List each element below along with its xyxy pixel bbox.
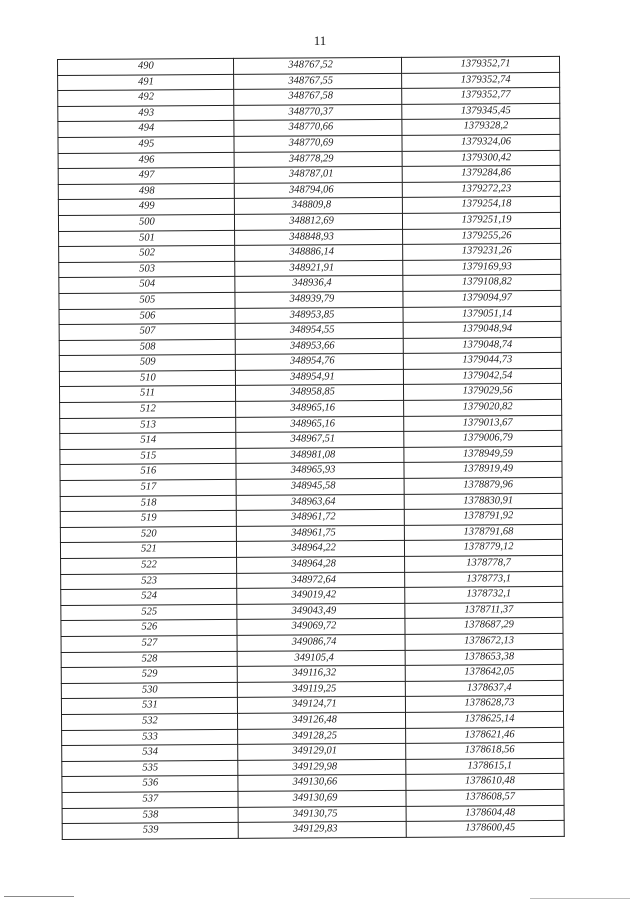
point-number-cell: 523: [61, 573, 237, 590]
y-coordinate-cell: 1378791,68: [404, 524, 562, 541]
point-number-cell: 510: [59, 370, 235, 387]
y-coordinate-cell: 1379324,06: [402, 134, 560, 151]
point-number-cell: 505: [59, 292, 235, 309]
point-number-cell: 509: [59, 355, 235, 372]
x-coordinate-cell: 349043,49: [237, 603, 405, 620]
point-number-cell: 521: [60, 542, 236, 559]
page-number: 11: [313, 33, 327, 48]
point-number-cell: 518: [60, 495, 236, 512]
x-coordinate-cell: 348972,64: [237, 572, 405, 589]
x-coordinate-cell: 349019,42: [237, 588, 405, 605]
x-coordinate-cell: 348958,85: [236, 385, 404, 402]
y-coordinate-cell: 1379352,71: [401, 56, 559, 73]
x-coordinate-cell: 348767,52: [233, 57, 401, 74]
point-number-cell: 516: [60, 464, 236, 481]
point-number-cell: 494: [58, 121, 234, 138]
footer-rule: [4, 896, 74, 897]
y-coordinate-cell: 1378711,37: [405, 602, 563, 619]
x-coordinate-cell: 348767,55: [234, 73, 402, 90]
x-coordinate-cell: 349126,48: [238, 712, 406, 729]
y-coordinate-cell: 1378628,73: [405, 696, 563, 713]
x-coordinate-cell: 348921,91: [235, 260, 403, 277]
x-coordinate-cell: 348963,64: [236, 494, 404, 511]
point-number-cell: 507: [59, 324, 235, 341]
point-number-cell: 519: [60, 511, 236, 528]
y-coordinate-cell: 1379169,93: [403, 259, 561, 276]
y-coordinate-cell: 1379044,73: [403, 353, 561, 370]
x-coordinate-cell: 348778,29: [234, 151, 402, 168]
y-coordinate-cell: 1378615,1: [406, 758, 564, 775]
x-coordinate-cell: 348953,66: [235, 338, 403, 355]
point-number-cell: 525: [61, 604, 237, 621]
coordinates-table-body: [58, 56, 565, 839]
point-number-cell: 522: [61, 557, 237, 574]
y-coordinate-cell: 1379300,42: [402, 150, 560, 167]
point-number-cell: 503: [59, 261, 235, 278]
x-coordinate-cell: 348965,16: [236, 400, 404, 417]
point-number-cell: 524: [61, 589, 237, 606]
point-number-cell: 513: [60, 417, 236, 434]
point-number-cell: 506: [59, 308, 235, 325]
y-coordinate-cell: 1379272,23: [402, 181, 560, 198]
x-coordinate-cell: 349130,75: [238, 806, 406, 823]
x-coordinate-cell: 348965,16: [236, 416, 404, 433]
point-number-cell: 490: [58, 58, 234, 75]
y-coordinate-cell: 1378610,48: [406, 774, 564, 791]
x-coordinate-cell: 348964,28: [237, 556, 405, 573]
x-coordinate-cell: 348794,06: [234, 182, 402, 199]
y-coordinate-cell: 1378618,56: [406, 743, 564, 760]
point-number-cell: 533: [62, 729, 238, 746]
table-row: [62, 821, 564, 840]
x-coordinate-cell: 348767,58: [234, 89, 402, 106]
point-number-cell: 500: [58, 214, 234, 231]
point-number-cell: 535: [62, 760, 238, 777]
point-number-cell: 499: [58, 199, 234, 216]
y-coordinate-cell: 1378653,38: [405, 649, 563, 666]
point-number-cell: 491: [58, 74, 234, 91]
point-number-cell: 520: [60, 526, 236, 543]
x-coordinate-cell: 348809,8: [234, 198, 402, 215]
y-coordinate-cell: 1378879,96: [404, 477, 562, 494]
point-number-cell: 530: [61, 682, 237, 699]
x-coordinate-cell: 348770,66: [234, 120, 402, 137]
y-coordinate-cell: 1378773,1: [405, 571, 563, 588]
point-number-cell: 517: [60, 479, 236, 496]
x-coordinate-cell: 348812,69: [234, 213, 402, 230]
y-coordinate-cell: 1379020,82: [404, 399, 562, 416]
y-coordinate-cell: 1379352,74: [402, 72, 560, 89]
y-coordinate-cell: 1379231,26: [403, 244, 561, 261]
x-coordinate-cell: 348965,93: [236, 463, 404, 480]
y-coordinate-cell: 1378778,7: [405, 555, 563, 572]
point-number-cell: 534: [62, 745, 238, 762]
point-number-cell: 538: [62, 807, 238, 824]
point-number-cell: 498: [58, 183, 234, 200]
footer-rule-right: [530, 898, 630, 899]
point-number-cell: 515: [60, 448, 236, 465]
x-coordinate-cell: 349086,74: [237, 634, 405, 651]
y-coordinate-cell: 1378600,45: [406, 821, 564, 838]
x-coordinate-cell: 348945,58: [236, 478, 404, 495]
y-coordinate-cell: 1378687,29: [405, 618, 563, 635]
point-number-cell: 496: [58, 152, 234, 169]
x-coordinate-cell: 348961,75: [236, 525, 404, 542]
y-coordinate-cell: 1378919,49: [404, 462, 562, 479]
point-number-cell: 532: [62, 713, 238, 730]
point-number-cell: 531: [61, 698, 237, 715]
y-coordinate-cell: 1379013,67: [404, 415, 562, 432]
point-number-cell: 536: [62, 776, 238, 793]
y-coordinate-cell: 1379094,97: [403, 290, 561, 307]
y-coordinate-cell: 1378949,59: [404, 446, 562, 463]
x-coordinate-cell: 348953,85: [235, 307, 403, 324]
x-coordinate-cell: 348954,91: [235, 369, 403, 386]
point-number-cell: 501: [59, 230, 235, 247]
x-coordinate-cell: 349069,72: [237, 619, 405, 636]
point-number-cell: 512: [60, 401, 236, 418]
y-coordinate-cell: 1379051,14: [403, 306, 561, 323]
point-number-cell: 495: [58, 136, 234, 153]
y-coordinate-cell: 1379352,77: [402, 88, 560, 105]
y-coordinate-cell: 1379328,2: [402, 119, 560, 136]
point-number-cell: 514: [60, 433, 236, 450]
x-coordinate-cell: 349116,32: [237, 666, 405, 683]
x-coordinate-cell: 348961,72: [236, 510, 404, 527]
y-coordinate-cell: 1378830,91: [404, 493, 562, 510]
point-number-cell: 527: [61, 635, 237, 652]
x-coordinate-cell: 349130,66: [238, 775, 406, 792]
y-coordinate-cell: 1378672,13: [405, 633, 563, 650]
coordinates-table: [57, 56, 565, 840]
x-coordinate-cell: 348967,51: [236, 432, 404, 449]
point-number-cell: 504: [59, 277, 235, 294]
y-coordinate-cell: 1378604,48: [406, 805, 564, 822]
x-coordinate-cell: 349130,69: [238, 790, 406, 807]
y-coordinate-cell: 1378642,05: [405, 665, 563, 682]
x-coordinate-cell: 348954,55: [235, 322, 403, 339]
x-coordinate-cell: 349119,25: [237, 681, 405, 698]
point-number-cell: 539: [62, 823, 238, 840]
y-coordinate-cell: 1378791,92: [404, 509, 562, 526]
y-coordinate-cell: 1379251,19: [402, 212, 560, 229]
point-number-cell: 526: [61, 620, 237, 637]
y-coordinate-cell: 1378608,57: [406, 789, 564, 806]
x-coordinate-cell: 348848,93: [235, 229, 403, 246]
x-coordinate-cell: 348981,08: [236, 447, 404, 464]
x-coordinate-cell: 349129,83: [238, 821, 406, 838]
point-number-cell: 528: [61, 651, 237, 668]
y-coordinate-cell: 1379108,82: [403, 275, 561, 292]
x-coordinate-cell: 348964,22: [236, 541, 404, 558]
point-number-cell: 537: [62, 791, 238, 808]
x-coordinate-cell: 348770,69: [234, 135, 402, 152]
point-number-cell: 508: [59, 339, 235, 356]
x-coordinate-cell: 348936,4: [235, 276, 403, 293]
y-coordinate-cell: 1379284,86: [402, 166, 560, 183]
point-number-cell: 511: [60, 386, 236, 403]
x-coordinate-cell: 349128,25: [238, 728, 406, 745]
x-coordinate-cell: 348954,76: [235, 354, 403, 371]
y-coordinate-cell: 1378637,4: [405, 680, 563, 697]
point-number-cell: 493: [58, 105, 234, 122]
point-number-cell: 492: [58, 90, 234, 107]
y-coordinate-cell: 1379048,94: [403, 322, 561, 339]
y-coordinate-cell: 1379255,26: [403, 228, 561, 245]
x-coordinate-cell: 349129,01: [238, 744, 406, 761]
x-coordinate-cell: 349129,98: [238, 759, 406, 776]
y-coordinate-cell: 1378732,1: [405, 587, 563, 604]
x-coordinate-cell: 348939,79: [235, 291, 403, 308]
y-coordinate-cell: 1379254,18: [402, 197, 560, 214]
y-coordinate-cell: 1379029,56: [403, 384, 561, 401]
y-coordinate-cell: 1379042,54: [403, 368, 561, 385]
x-coordinate-cell: 348770,37: [234, 104, 402, 121]
y-coordinate-cell: 1378621,46: [406, 727, 564, 744]
point-number-cell: 529: [61, 667, 237, 684]
x-coordinate-cell: 349124,71: [237, 697, 405, 714]
x-coordinate-cell: 348886,14: [235, 245, 403, 262]
point-number-cell: 497: [58, 168, 234, 185]
y-coordinate-cell: 1379006,79: [404, 431, 562, 448]
x-coordinate-cell: 348787,01: [234, 167, 402, 184]
y-coordinate-cell: 1379048,74: [403, 337, 561, 354]
x-coordinate-cell: 349105,4: [237, 650, 405, 667]
point-number-cell: 502: [59, 246, 235, 263]
y-coordinate-cell: 1379345,45: [402, 103, 560, 120]
y-coordinate-cell: 1378625,14: [405, 711, 563, 728]
y-coordinate-cell: 1378779,12: [404, 540, 562, 557]
